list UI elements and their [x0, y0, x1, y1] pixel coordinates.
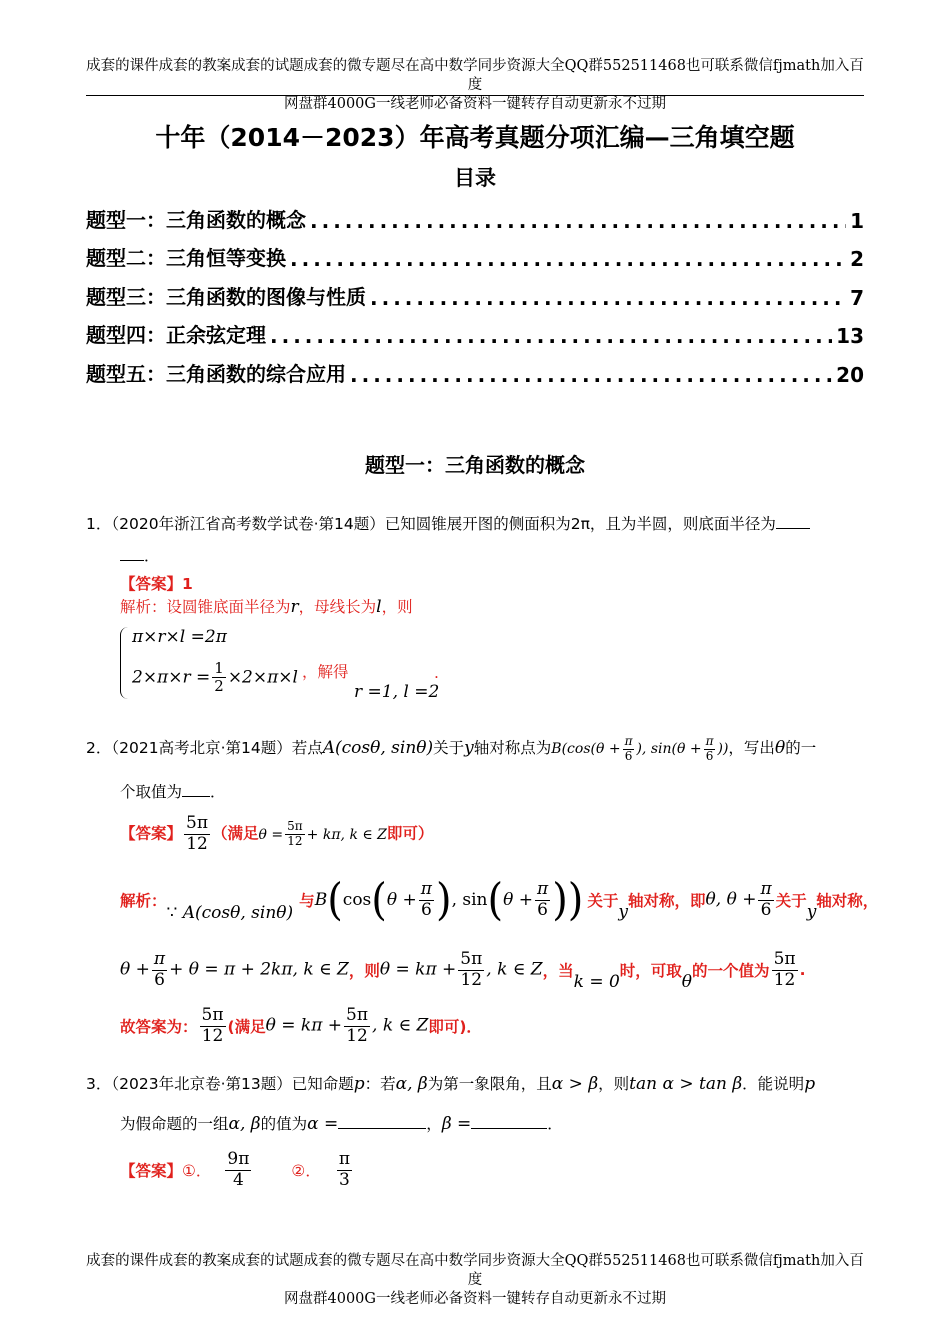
q1-blank-a — [776, 528, 810, 529]
q2-k-den: 12 — [773, 969, 796, 990]
q3-text-5: ．能说明 — [742, 1075, 805, 1093]
q2-k-six: 6 — [154, 969, 165, 990]
q2-point-b — [551, 733, 729, 763]
q2-final — [120, 1006, 482, 1046]
q2-k-b: + θ = π + 2kπ, k ∈ Z — [169, 959, 349, 980]
q2-j-pi: π — [537, 878, 549, 899]
q2-j-point-b — [314, 874, 584, 926]
q1-end: ． — [144, 547, 160, 565]
table-of-contents — [86, 194, 864, 387]
q2-k-d: , k ∈ Z — [486, 959, 543, 980]
toc-item-label: 题型二：三角恒等变换 — [86, 246, 286, 270]
q2-blank — [182, 796, 210, 797]
q2-j-pi: π — [420, 878, 432, 899]
q2-pb-a: B(cos(θ + — [551, 741, 621, 757]
q1-blank-b — [120, 560, 144, 561]
paren-icon: ) — [567, 874, 584, 926]
q3-text-4: ，则 — [598, 1075, 630, 1093]
toc-item-4[interactable] — [86, 310, 864, 349]
q2-j-six: 6 — [537, 899, 548, 920]
q2-k-theta: θ — [681, 972, 693, 992]
q2-k-t4: 的一个值为 — [692, 962, 770, 980]
q1-text: （2020年浙江省高考数学试卷·第14题）已知圆锥展开图的侧面积为2π，且为半圆，则底面半径为 — [111, 515, 776, 533]
q2-because — [167, 903, 294, 923]
q1-half-num: 1 — [214, 659, 224, 677]
q2-f-b: θ = kπ + — [265, 1015, 343, 1036]
q3-l2-a: 为假命题的一组 — [120, 1115, 229, 1133]
q3-answer-label: 【答案】 — [120, 1162, 183, 1181]
q1-half-den: 2 — [214, 677, 224, 696]
q2-y: y — [464, 738, 474, 758]
q2-line-2-end: ． — [210, 783, 226, 801]
q3-text-2: ：若 — [364, 1075, 396, 1093]
document-title: 十年（2014－2023）年高考真题分项汇编—三角填空题 — [155, 123, 795, 152]
q3-c1-den: 4 — [233, 1169, 244, 1190]
header-divider — [86, 95, 864, 96]
q1-equation-brace — [120, 627, 129, 699]
q2-answer-label: 【答案】 — [120, 824, 183, 843]
q2-answer-cond-d: 即可） — [386, 824, 434, 843]
toc-item-2[interactable] — [86, 233, 864, 272]
q2-analysis-label: 解析： — [120, 892, 167, 910]
q2-k-c: θ = kπ + — [379, 959, 457, 980]
q3-p2: p — [804, 1074, 816, 1094]
toc-item-label: 题型五：三角函数的综合应用 — [86, 361, 346, 386]
toc-leader — [350, 363, 832, 387]
q1-solve-label: ，解得 — [302, 663, 349, 681]
q2-cond-den: 12 — [287, 834, 303, 849]
q2-j-t3: 轴对称，即 — [628, 892, 706, 910]
q2-j-pair-a: θ, θ + — [705, 889, 757, 910]
paren-icon: ( — [371, 874, 387, 926]
q2-k-num: 5π — [460, 948, 483, 969]
q3-c2-fraction — [337, 1150, 352, 1190]
q3-ab-2: α, β — [228, 1114, 261, 1134]
q2-k-num: 5π — [773, 948, 796, 969]
q3-c1-fraction — [225, 1150, 251, 1190]
q3-alpha-blank — [338, 1128, 426, 1129]
q2-because-sym: ∵ — [166, 903, 178, 923]
q2-j-sin: , sin — [451, 890, 488, 910]
q2-j-y: y — [618, 902, 629, 922]
q2-k-t3: 时，可取 — [619, 962, 682, 980]
q2-f-num: 5π — [346, 1005, 369, 1025]
q2-point-a: A(cosθ, sinθ) — [322, 738, 434, 758]
q2-k-eq-2 — [380, 950, 543, 990]
header-line-2: 网盘群4000G一线老师必备资料一键转存自动更新永不过期 — [284, 96, 666, 112]
q2-j-theta-plus: θ + — [503, 890, 533, 910]
q1-half-fraction — [212, 660, 226, 696]
toc-item-page: 13 — [836, 324, 864, 348]
q3-c1: ①． — [182, 1162, 212, 1181]
q2-text-2: 轴对称点为 — [473, 739, 552, 757]
page-header — [86, 57, 864, 114]
q1-analysis-mid: ，母线长为 — [298, 598, 377, 616]
q3-beta-eq: β = — [441, 1114, 472, 1134]
paren-icon: ) — [435, 874, 452, 926]
q2-j-point-a: A(cosθ, sinθ) — [182, 903, 294, 923]
q2-k-t1: ，则 — [348, 962, 380, 980]
q2-f-frac — [344, 1006, 370, 1046]
q1-eq2-b: ×2×π×l — [227, 667, 298, 688]
q2-ans-den: 12 — [186, 833, 208, 854]
q1-analysis — [120, 595, 413, 617]
q1-result: r =1, l =2 — [354, 682, 440, 702]
q3-beta-blank — [471, 1128, 547, 1129]
q2-cond-b: θ = — [258, 826, 284, 843]
q2-final-math — [266, 1006, 429, 1046]
q2-number: 2． — [86, 739, 112, 757]
toc-leader — [370, 286, 846, 310]
q2-pb-b: ), sin(θ + — [636, 741, 702, 757]
toc-leader — [290, 247, 846, 271]
q2-j-six: 6 — [420, 899, 432, 920]
q2-j-frac-3 — [758, 880, 773, 920]
q2-j-t5: 轴对称， — [816, 892, 879, 910]
q3-answer — [120, 1150, 354, 1190]
q3-text-1: （2023年北京卷·第13题）已知命题 — [111, 1075, 354, 1093]
q3-text-3: 为第一象限角，且 — [427, 1075, 552, 1093]
q3-c2-num: π — [338, 1149, 351, 1169]
q1-var-r: r — [290, 597, 299, 617]
paren-icon: ( — [487, 874, 504, 926]
q2-line-2-text: 个取值为 — [120, 783, 183, 801]
q2-pb-frac-2 — [704, 735, 716, 764]
q2-text-1: 关于 — [433, 739, 465, 757]
q2-k-eq-1 — [120, 950, 349, 990]
q2-text-4: 的一 — [785, 739, 817, 757]
q3-c2: ②． — [291, 1162, 321, 1181]
q3-tan: tan α > tan β — [629, 1074, 743, 1094]
q2-j-cos: cos — [342, 890, 372, 910]
q2-f-num: 5π — [201, 1005, 224, 1025]
q3-cmp: α > β — [551, 1074, 599, 1094]
q2-theta: θ — [774, 738, 786, 758]
q1-equation-1: π×r×l =2π — [132, 627, 227, 647]
toc-item-label: 题型四：正余弦定理 — [86, 323, 266, 347]
q2-j-frac-2 — [535, 880, 550, 920]
q2-j-y2: y — [806, 902, 817, 922]
q1-answer: 【答案】1 — [120, 575, 193, 593]
q2-ans-num: 5π — [186, 813, 209, 833]
toc-leader — [310, 209, 846, 233]
q2-f-den: 12 — [201, 1025, 224, 1046]
q2-final-fraction — [200, 1006, 226, 1046]
q2-pb-six: 6 — [705, 748, 714, 763]
q2-source: （2021高考北京·第14题）若点 — [111, 739, 323, 757]
toc-item-page: 7 — [850, 285, 864, 310]
q3-l2-b: 的值为 — [260, 1115, 308, 1133]
q2-text-3: ，写出 — [728, 739, 775, 757]
paren-icon: ) — [552, 874, 568, 926]
q3-c2-den: 3 — [339, 1169, 350, 1190]
q2-pb-frac-1 — [623, 735, 635, 764]
q2-j-t2: 关于 — [587, 892, 619, 910]
q3-line-1 — [86, 1072, 815, 1094]
q3-c1-num: 9π — [227, 1149, 250, 1169]
q2-pb-c: )) — [717, 741, 729, 757]
toc-leader — [270, 324, 832, 348]
q2-k-frac-3 — [772, 950, 798, 990]
q2-pb-pi: π — [705, 733, 714, 748]
q2-cond-num: 5π — [287, 819, 303, 834]
q3-line-2 — [120, 1112, 563, 1134]
q2-cond-frac — [285, 820, 305, 849]
q1-analysis-end: ，则 — [381, 598, 413, 616]
q2-k-pi: π — [153, 948, 166, 969]
q2-final-label: 故答案为： — [120, 1018, 198, 1037]
q3-l2-end: ． — [547, 1115, 563, 1133]
section-title: 题型一：三角函数的概念 — [365, 453, 585, 477]
q3-alpha-eq: α = — [307, 1114, 339, 1134]
q3-sep: ， — [426, 1115, 442, 1133]
q2-analysis-line-1 — [120, 874, 879, 926]
q3-ab: α, β — [395, 1074, 428, 1094]
q2-j-frac-1 — [419, 880, 434, 920]
toc-item-3[interactable] — [86, 271, 864, 310]
toc-item-page: 20 — [836, 362, 864, 387]
q1-result-end: . — [434, 664, 439, 682]
q2-answer-fraction — [184, 814, 210, 854]
q2-line-1 — [86, 733, 816, 764]
q2-answer — [120, 814, 433, 854]
q2-j-b: B — [314, 890, 328, 910]
q3-p: p — [353, 1074, 365, 1094]
q2-k-a: θ + — [120, 959, 150, 980]
q2-final-end: 即可)． — [428, 1018, 482, 1037]
q1-line-1 — [86, 512, 810, 534]
toc-item-1[interactable] — [86, 194, 864, 233]
toc-item-label: 题型三：三角函数的图像与性质 — [86, 284, 366, 309]
q2-k-den: 12 — [460, 969, 483, 990]
q2-k-t2: ，当 — [542, 962, 574, 980]
q2-j-theta-plus: θ + — [386, 890, 417, 910]
footer-line-2: 网盘群4000G一线老师必备资料一键转存自动更新永不过期 — [284, 1291, 666, 1307]
q2-k-frac-1 — [152, 950, 167, 990]
q1-line-2 — [120, 544, 160, 566]
q1-equation-2 — [132, 660, 298, 696]
q2-k-end: . — [799, 961, 806, 979]
page-footer — [86, 1252, 864, 1309]
q2-pb-six: 6 — [624, 748, 633, 763]
q1-var-l: l — [376, 597, 382, 617]
q2-j-pair — [706, 880, 776, 920]
paren-icon: ( — [327, 874, 343, 926]
q2-k-e: k = 0 — [573, 972, 620, 992]
q2-f-c: , k ∈ Z — [372, 1015, 429, 1036]
q2-k-frac-2 — [458, 950, 484, 990]
header-line-1: 成套的课件成套的教案成套的试题成套的微专题尽在高中数学同步资源大全QQ群552511468也可联系微信fjmath加入百度 — [86, 58, 864, 93]
footer-line-1: 成套的课件成套的教案成套的试题成套的微专题尽在高中数学同步资源大全QQ群552511468也可联系微信fjmath加入百度 — [86, 1253, 864, 1288]
toc-heading: 目录 — [454, 166, 496, 190]
toc-item-page: 2 — [850, 247, 864, 271]
q2-line-2 — [120, 780, 226, 802]
q2-j-t1: 与 — [299, 892, 315, 910]
q2-j-t4: 关于 — [775, 892, 807, 910]
q2-j-six: 6 — [760, 899, 772, 920]
toc-item-5[interactable] — [86, 348, 864, 387]
q2-pb-pi: π — [624, 733, 633, 748]
q2-f-den: 12 — [346, 1025, 368, 1046]
q2-final-cond: (满足 — [227, 1018, 266, 1037]
q2-answer-cond-a: （满足 — [212, 824, 259, 843]
toc-item-label: 题型一：三角函数的概念 — [86, 207, 306, 232]
q1-eq2-a: 2×π×r = — [132, 667, 211, 688]
q3-number: 3． — [86, 1075, 112, 1093]
q1-number: 1． — [86, 515, 112, 533]
q2-cond-c: + kπ, k ∈ Z — [306, 826, 387, 843]
q2-analysis-line-2 — [120, 948, 805, 992]
q1-analysis-text: 解析：设圆锥底面半径为 — [120, 598, 291, 616]
q2-j-pi: π — [760, 878, 772, 899]
toc-item-page: 1 — [850, 208, 864, 233]
